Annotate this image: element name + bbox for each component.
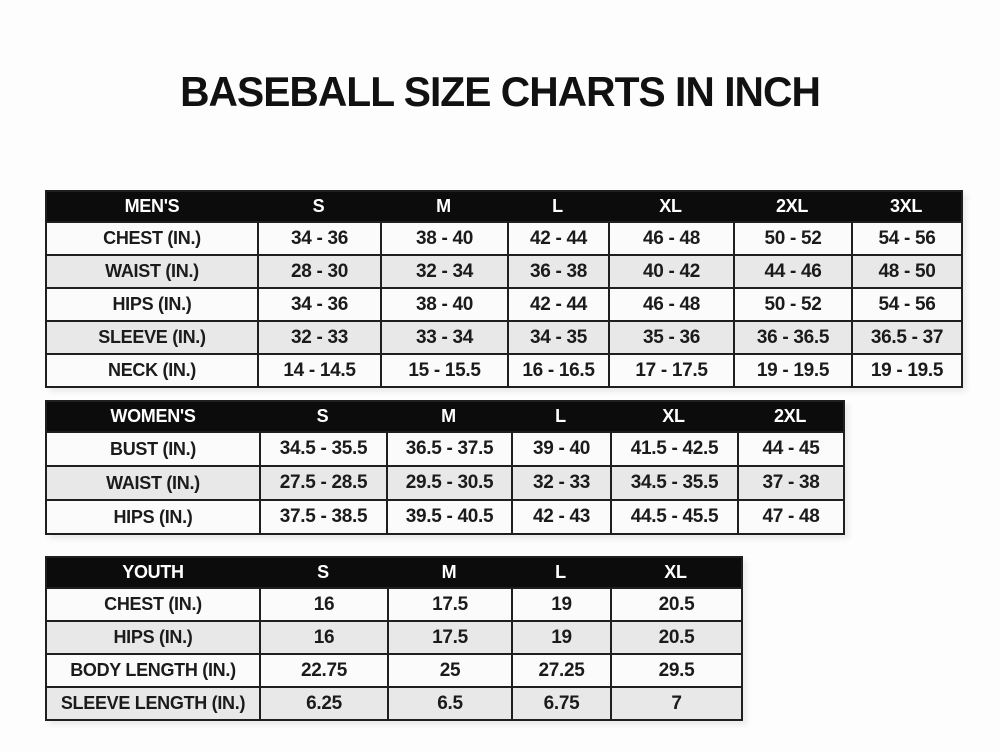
size-value-cell: 19 xyxy=(511,622,610,653)
size-value-cell: 42 - 44 xyxy=(507,223,608,254)
size-value-cell: 42 - 43 xyxy=(511,501,610,533)
size-value-cell: 35 - 36 xyxy=(608,322,733,353)
size-value-cell: 25 xyxy=(387,655,511,686)
womens-table-title-cell: WOMEN'S xyxy=(110,406,196,426)
size-value-cell: 46 - 48 xyxy=(608,223,733,254)
size-value-cell: 40 - 42 xyxy=(608,256,733,287)
size-value-cell: 44 - 45 xyxy=(737,433,843,465)
mens-header-row xyxy=(47,192,961,221)
size-value-cell: 34.5 - 35.5 xyxy=(610,467,737,499)
row-label-cell: HIPS (IN.) xyxy=(113,506,193,527)
size-value-cell: 36.5 - 37 xyxy=(851,322,961,353)
womens-header-row xyxy=(47,402,843,431)
size-value-cell: 15 - 15.5 xyxy=(380,355,507,386)
mens-size-header-cell: L xyxy=(552,196,563,216)
youth-size-header-cell: L xyxy=(555,562,566,582)
womens-size-header-cell: L xyxy=(555,406,566,426)
row-label-cell: HIPS (IN.) xyxy=(113,627,193,647)
size-value-cell: 7 xyxy=(610,688,741,719)
mens-table-title-cell: MEN'S xyxy=(124,196,180,216)
size-value-cell: 29.5 - 30.5 xyxy=(386,467,511,499)
mens-size-table xyxy=(45,190,963,388)
row-label-cell: WAIST (IN.) xyxy=(105,261,199,281)
size-value-cell: 54 - 56 xyxy=(851,223,961,254)
mens-table-row xyxy=(47,254,961,287)
mens-table-row xyxy=(47,221,961,254)
womens-table-row xyxy=(47,465,843,499)
row-label-cell: WAIST (IN.) xyxy=(106,472,200,493)
womens-size-header-cell: XL xyxy=(662,406,685,426)
size-value-cell: 27.5 - 28.5 xyxy=(259,467,386,499)
size-value-cell: 20.5 xyxy=(610,622,741,653)
size-value-cell: 50 - 52 xyxy=(733,289,851,320)
size-value-cell: 37 - 38 xyxy=(737,467,843,499)
youth-size-table xyxy=(45,556,743,721)
size-value-cell: 42 - 44 xyxy=(507,289,608,320)
youth-table-row xyxy=(47,587,741,620)
size-value-cell: 36.5 - 37.5 xyxy=(386,433,511,465)
size-value-cell: 17 - 17.5 xyxy=(608,355,733,386)
row-label-cell: BODY LENGTH (IN.) xyxy=(70,660,236,680)
womens-size-header-cell: S xyxy=(316,406,329,426)
youth-table-row xyxy=(47,653,741,686)
mens-table-row xyxy=(47,320,961,353)
row-label-cell: BUST (IN.) xyxy=(110,438,196,459)
womens-table-row xyxy=(47,499,843,533)
womens-size-table xyxy=(45,400,845,535)
size-value-cell: 54 - 56 xyxy=(851,289,961,320)
size-value-cell: 16 xyxy=(259,589,387,620)
row-label-cell: HIPS (IN.) xyxy=(112,294,192,314)
row-label-cell: NECK (IN.) xyxy=(108,360,196,380)
youth-size-header-cell: S xyxy=(317,562,329,582)
youth-size-header-cell: M xyxy=(441,562,457,582)
mens-size-header-cell: XL xyxy=(659,196,682,216)
youth-size-header-cell: XL xyxy=(664,562,687,582)
size-value-cell: 28 - 30 xyxy=(257,256,380,287)
size-value-cell: 19 - 19.5 xyxy=(733,355,851,386)
row-label-cell: SLEEVE (IN.) xyxy=(98,327,206,347)
youth-table-row xyxy=(47,686,741,719)
mens-table-row xyxy=(47,287,961,320)
size-value-cell: 22.75 xyxy=(259,655,387,686)
womens-size-header-cell: M xyxy=(441,406,456,426)
size-value-cell: 19 xyxy=(511,589,610,620)
womens-table-row xyxy=(47,431,843,465)
size-value-cell: 32 - 34 xyxy=(380,256,507,287)
size-value-cell: 17.5 xyxy=(387,622,511,653)
size-value-cell: 41.5 - 42.5 xyxy=(610,433,737,465)
size-value-cell: 32 - 33 xyxy=(511,467,610,499)
size-value-cell: 39 - 40 xyxy=(511,433,610,465)
row-label-cell: CHEST (IN.) xyxy=(104,594,202,614)
size-value-cell: 37.5 - 38.5 xyxy=(259,501,386,533)
size-value-cell: 46 - 48 xyxy=(608,289,733,320)
size-value-cell: 17.5 xyxy=(387,589,511,620)
size-value-cell: 36 - 38 xyxy=(507,256,608,287)
size-value-cell: 50 - 52 xyxy=(733,223,851,254)
youth-header-row xyxy=(47,558,741,587)
size-value-cell: 6.5 xyxy=(387,688,511,719)
size-value-cell: 33 - 34 xyxy=(380,322,507,353)
size-value-cell: 27.25 xyxy=(511,655,610,686)
mens-size-header-cell: S xyxy=(312,196,325,216)
size-value-cell: 48 - 50 xyxy=(851,256,961,287)
mens-size-header-cell: M xyxy=(436,196,451,216)
size-value-cell: 38 - 40 xyxy=(380,289,507,320)
size-value-cell: 44 - 46 xyxy=(733,256,851,287)
size-value-cell: 16 - 16.5 xyxy=(507,355,608,386)
size-value-cell: 47 - 48 xyxy=(737,501,843,533)
size-value-cell: 20.5 xyxy=(610,589,741,620)
row-label-cell: CHEST (IN.) xyxy=(103,228,201,248)
size-value-cell: 16 xyxy=(259,622,387,653)
mens-size-header-cell: 3XL xyxy=(889,196,923,216)
size-value-cell: 44.5 - 45.5 xyxy=(610,501,737,533)
mens-table-row xyxy=(47,353,961,386)
size-value-cell: 38 - 40 xyxy=(380,223,507,254)
size-value-cell: 32 - 33 xyxy=(257,322,380,353)
size-value-cell: 6.25 xyxy=(259,688,387,719)
youth-table-row xyxy=(47,620,741,653)
womens-size-header-cell: 2XL xyxy=(773,406,807,426)
row-label-cell: SLEEVE LENGTH (IN.) xyxy=(60,693,246,713)
youth-table-title-cell: YOUTH xyxy=(122,562,184,582)
page-title: BASEBALL SIZE CHARTS IN INCH xyxy=(180,68,820,115)
size-value-cell: 34 - 36 xyxy=(257,289,380,320)
size-value-cell: 19 - 19.5 xyxy=(851,355,961,386)
size-value-cell: 39.5 - 40.5 xyxy=(386,501,511,533)
size-value-cell: 36 - 36.5 xyxy=(733,322,851,353)
size-value-cell: 6.75 xyxy=(511,688,610,719)
size-value-cell: 14 - 14.5 xyxy=(257,355,380,386)
size-value-cell: 29.5 xyxy=(610,655,741,686)
mens-size-header-cell: 2XL xyxy=(775,196,809,216)
size-value-cell: 34 - 35 xyxy=(507,322,608,353)
size-value-cell: 34.5 - 35.5 xyxy=(259,433,386,465)
size-value-cell: 34 - 36 xyxy=(257,223,380,254)
